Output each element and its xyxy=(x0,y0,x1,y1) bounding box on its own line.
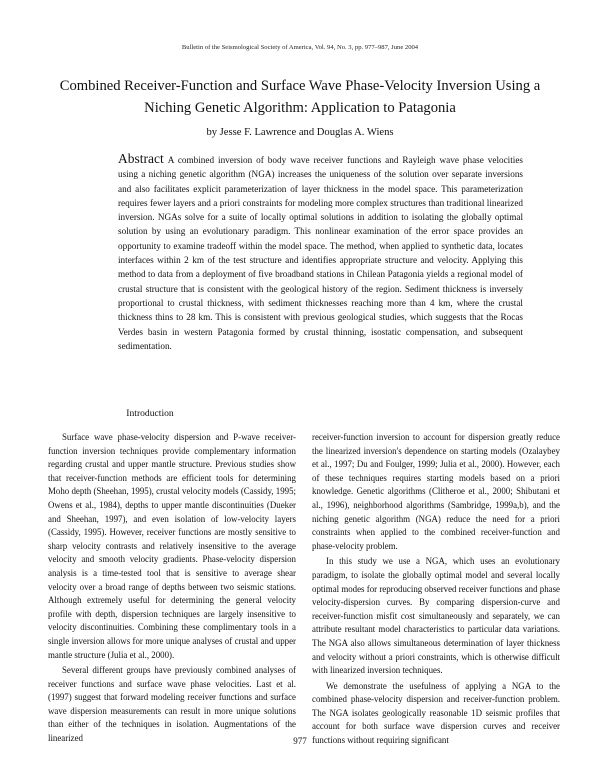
paper-title: Combined Receiver-Function and Surface Wave Phase-Velocity Inversion Using a Niching Genetic Algorithm: Application to Patagonia xyxy=(59,78,541,116)
section-heading-introduction: Introduction xyxy=(126,408,174,419)
abstract-label: Abstract xyxy=(118,151,164,166)
paragraph: Surface wave phase-velocity dispersion and P-wave receiver-function inversion techniques provide complementary information regarding crustal and upper mantle structure. Previous studies show that receiver-function methods are efficient tools for determining Moho depth (Sheehan, 1995), crustal velocity models (Cassidy, 1995; Owens et al., 1984), depths to upper mantle discontinuities (Dueker and Sheehan, 1997), and even isolation of low-velocity layers (Cassidy, 1995). However, receiver functions are mostly sensitive to sharp velocity contrasts and relatively insensitive to the average velocity and smooth velocity gradients. Phase-velocity dispersion analysis is a time-tested tool that is sensitive to average shear velocity over a broad range of depths between two seismic stations. Although extremely useful for determining the general velocity profile with depth, dispersion techniques are largely insensitive to velocity discontinuities. Combining these complimentary tools in a single inversion allows for more unique analyses of crustal and upper mantle structure (Julia et al., 2000). xyxy=(48,432,296,660)
authors-line: by Jesse F. Lawrence and Douglas A. Wiens xyxy=(206,127,394,138)
paragraph: We demonstrate the usefulness of applying a NGA to the combined phase-velocity dispersion and receiver-function problem. The NGA isolates geologically reasonable 1D seismic profiles that account for both surface wave dispersion curves and receiver functions without requiring significant xyxy=(312,680,560,746)
left-column xyxy=(48,431,296,748)
paragraph: Several different groups have previously combined analyses of receiver functions and surface wave phase velocities. Last et al. (1997) suggest that forward modeling receiver functions and surface wave dispersion measurements can result in more unique solutions than either of the techniques in isolation. Augmentations of the linearized xyxy=(48,665,296,744)
paragraph: receiver-function inversion to account for dispersion greatly reduce the linearized inversion's dependence on starting models (Ozalaybey et al., 1997; Du and Foulger, 1999; Julia et al., 2000). However, each of these techniques requires starting models based on a priori knowledge. Genetic algorithms (Clitheroe et al., 2000; Shibutani et al., 1996), neighborhood algorithms (Sambridge, 1999a,b), and the niching genetic algorithm (NGA) reduce the need for a priori constraints when applied to the combined receiver-function and phase-velocity problem. xyxy=(312,432,560,551)
right-column xyxy=(312,431,560,750)
abstract xyxy=(118,152,523,353)
running-head: Bulletin of the Seismological Society of America, Vol. 94, No. 3, pp. 977–987, June 2004 xyxy=(181,44,419,51)
abstract-text: A combined inversion of body wave receiver functions and Rayleigh wave phase velocities using a niching genetic algorithm (NGA) increases the uniqueness of the solution over separate inversions and also facilitates explicit parameterization of layer thickness in the model space. This parameterization requires fewer layers and a priori constraints for modeling more complex structures than traditional linearized inversion. NGAs solve for a suite of locally optimal solutions in addition to isolating the globally optimal solution by using an evolutionary paradigm. This nonlinear examination of the error space provides an opportunity to examine tradeoff within the model space. The method, when applied to synthetic data, locates interfaces within 2 km of the test structure and identifies appropriate structure and velocity. Applying this method to data from a deployment of five broadband stations in Chilean Patagonia yields a regional model of crustal structure that is consistent with the geological history of the region. Sediment thickness is inversely proportional to crustal thickness, with sediment thicknesses reaching more than 4 km, where the crustal thickness thins to 28 km. This is consistent with previous geological studies, which suggests that the Rocas Verdes basin in western Patagonia formed by crustal thinning, isostatic compensation, and subsequent sedimentation. xyxy=(118,155,523,351)
paragraph: In this study we use a NGA, which uses an evolutionary paradigm, to isolate the globally optimal model and several locally optimal modes for reproducing observed receiver functions and phase velocity-dispersion curves. By comparing dispersion-curve and receiver-function misfit cost simultaneously and separately, we can attribute resultant model characteristics to particular data variations. The NGA also allows simultaneous determination of layer thickness and velocity without a priori constraints, which is otherwise difficult with linearized inversion techniques. xyxy=(312,556,560,676)
page-number: 977 xyxy=(293,736,307,746)
